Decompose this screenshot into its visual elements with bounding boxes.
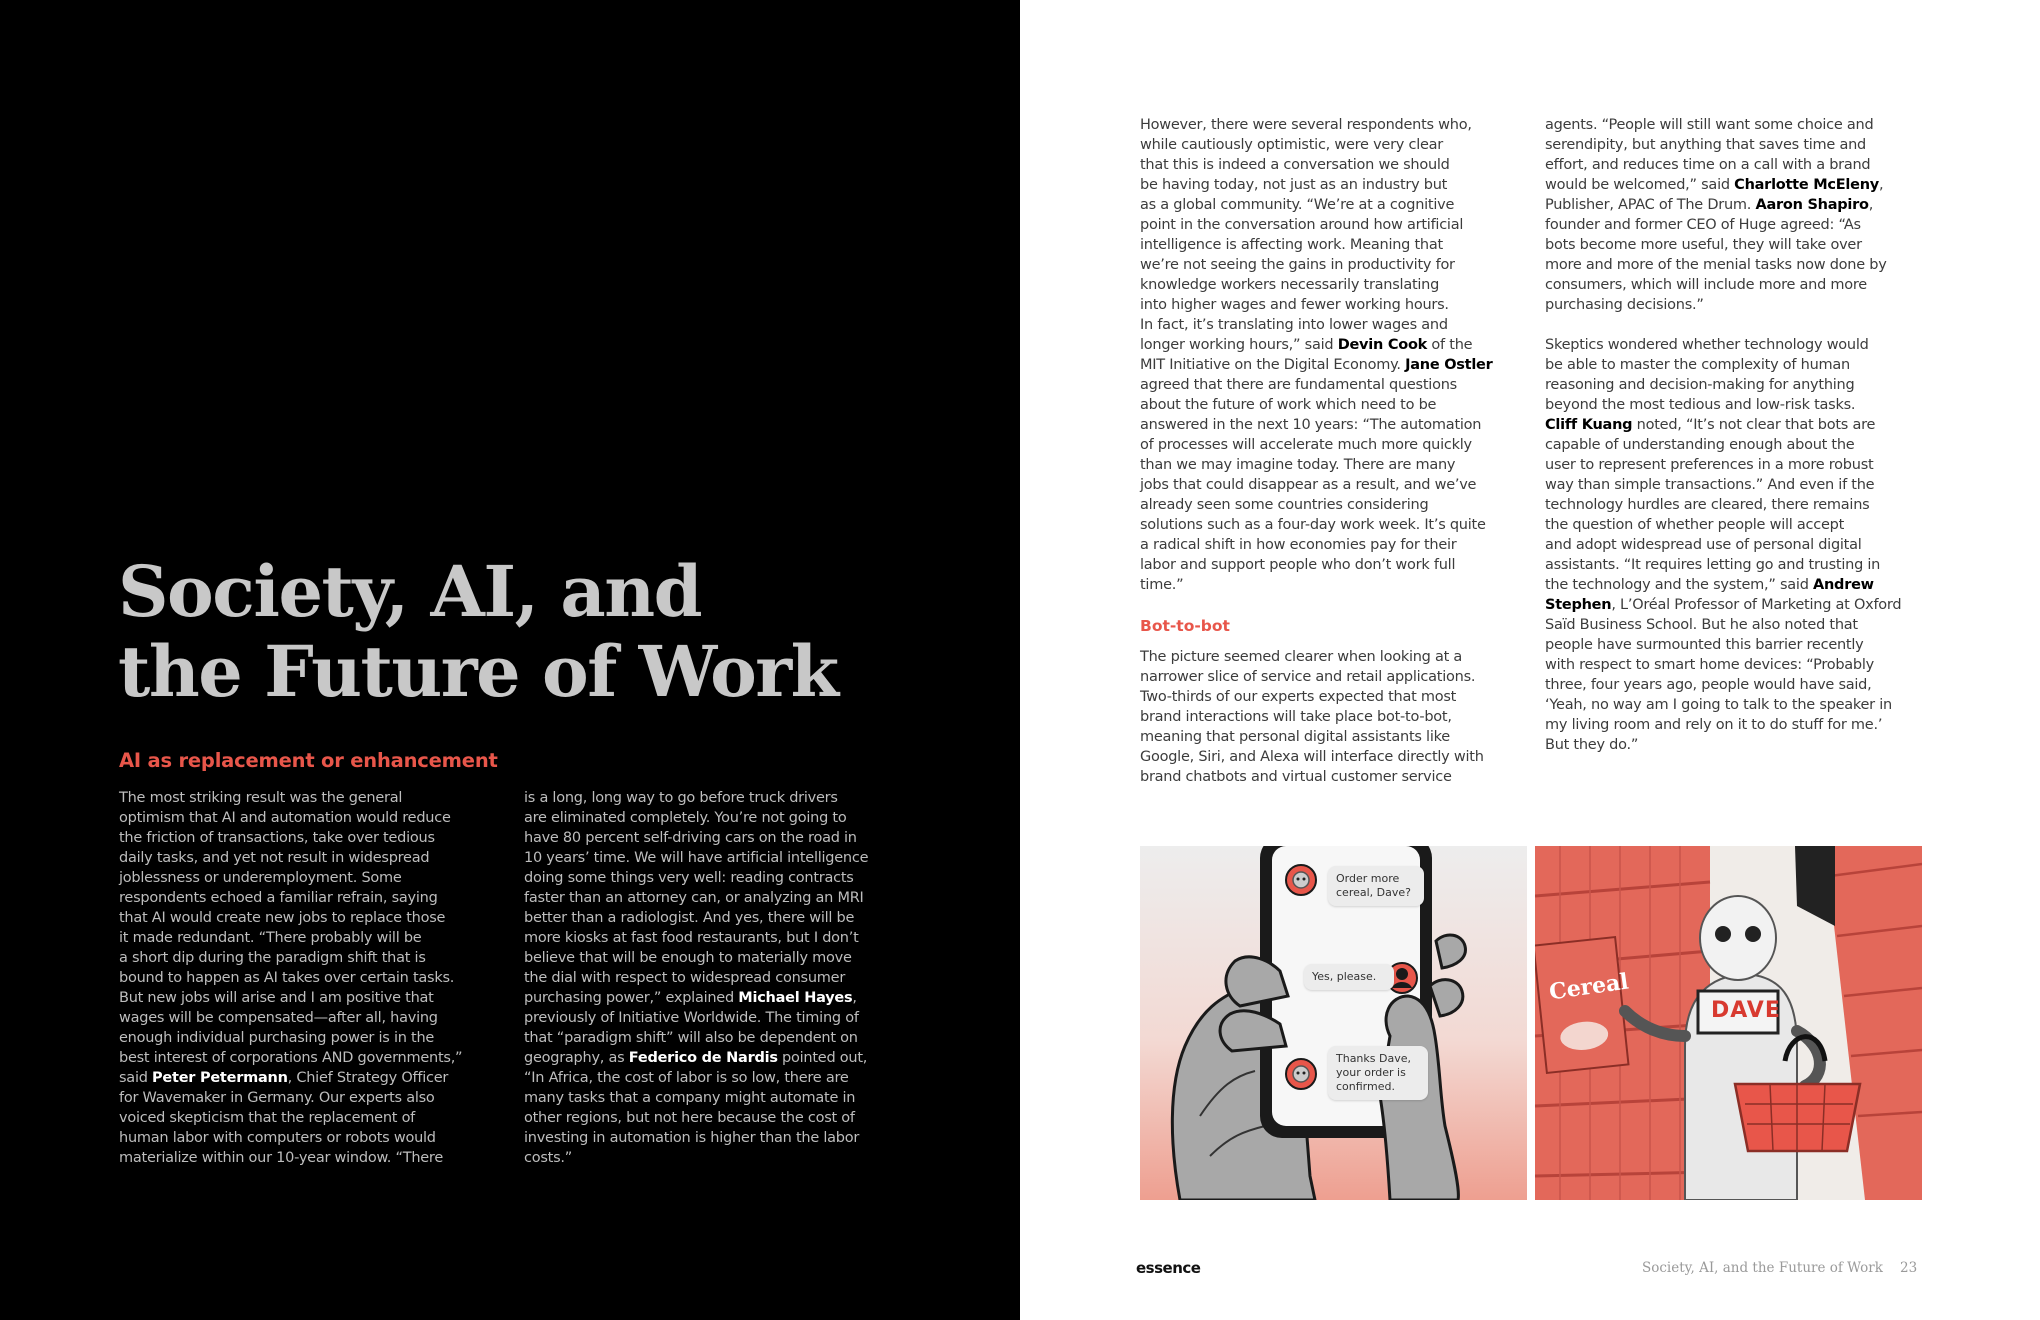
right-column-2 bbox=[1545, 115, 1925, 755]
text-run: optimism that AI and automation would reduce bbox=[119, 810, 451, 826]
person-name: Aaron Shapiro bbox=[1755, 197, 1869, 213]
text-line bbox=[1140, 727, 1520, 747]
text-run: joblessness or underemployment. Some bbox=[119, 870, 402, 886]
text-run: beyond the most tedious and low-risk tasks. bbox=[1545, 397, 1856, 413]
chat-bubble-bot-question: Order more cereal, Dave? bbox=[1328, 866, 1424, 906]
text-run: that “paradigm shift” will also be dependent on bbox=[524, 1030, 858, 1046]
text-line bbox=[524, 868, 904, 888]
page-number: 23 bbox=[1900, 1260, 1918, 1276]
text-run: assistants. “It requires letting go and trusting in bbox=[1545, 557, 1881, 573]
text-line bbox=[1545, 155, 1925, 175]
right-column-1-continued bbox=[1140, 647, 1520, 787]
cereal-box-label: Cereal bbox=[1547, 968, 1631, 1006]
text-line bbox=[119, 1088, 499, 1108]
text-run: doing some things very well: reading contracts bbox=[524, 870, 854, 886]
text-line bbox=[524, 948, 904, 968]
text-run: jobs that could disappear as a result, and we’ve bbox=[1140, 477, 1477, 493]
text-line bbox=[524, 908, 904, 928]
text-line bbox=[119, 868, 499, 888]
text-line bbox=[524, 1028, 904, 1048]
text-run: Saïd Business School. But he also noted that bbox=[1545, 617, 1858, 633]
text-run: better than a radiologist. And yes, there will be bbox=[524, 910, 855, 926]
text-run: noted, “It’s not clear that bots are bbox=[1632, 417, 1876, 433]
text-run: respondents echoed a familiar refrain, saying bbox=[119, 890, 438, 906]
text-line bbox=[524, 888, 904, 908]
text-run: more kiosks at fast food restaurants, but I don’t bbox=[524, 930, 859, 946]
text-run: geography, as bbox=[524, 1050, 629, 1066]
text-line bbox=[1140, 175, 1520, 195]
text-line bbox=[1140, 295, 1520, 315]
person-name: Peter Petermann bbox=[152, 1070, 288, 1086]
text-line bbox=[119, 968, 499, 988]
text-run: answered in the next 10 years: “The automation bbox=[1140, 417, 1482, 433]
text-run: consumers, which will include more and more bbox=[1545, 277, 1867, 293]
text-run: voiced skepticism that the replacement of bbox=[119, 1110, 416, 1126]
text-line bbox=[1140, 235, 1520, 255]
text-run: bots become more useful, they will take over bbox=[1545, 237, 1862, 253]
text-line bbox=[1140, 455, 1520, 475]
text-line bbox=[1545, 535, 1925, 555]
text-run: agents. “People will still want some choice and bbox=[1545, 117, 1874, 133]
text-run: The picture seemed clearer when looking at a bbox=[1140, 649, 1463, 665]
text-line bbox=[1140, 215, 1520, 235]
text-run: it made redundant. “There probably will be bbox=[119, 930, 422, 946]
text-run: human labor with computers or robots would bbox=[119, 1130, 436, 1146]
right-column-1 bbox=[1140, 115, 1520, 595]
text-line bbox=[524, 1068, 904, 1088]
text-run: However, there were several respondents who, bbox=[1140, 117, 1472, 133]
text-run: with respect to smart home devices: “Probably bbox=[1545, 657, 1874, 673]
person-name: Federico de Nardis bbox=[628, 1050, 778, 1066]
text-run: effort, and reduces time on a call with a brand bbox=[1545, 157, 1871, 173]
text-line bbox=[1545, 615, 1925, 635]
text-line bbox=[1545, 595, 1925, 615]
text-line bbox=[524, 1048, 904, 1068]
text-run: be having today, not just as an industry but bbox=[1140, 177, 1448, 193]
text-line bbox=[524, 788, 904, 808]
text-run: , bbox=[1868, 197, 1874, 213]
text-run: other regions, but not here because the cost of bbox=[524, 1110, 855, 1126]
text-line bbox=[524, 848, 904, 868]
chat-bubble-bot-confirmation: Thanks Dave, your order is confirmed. bbox=[1328, 1046, 1428, 1100]
text-run: already seen some countries considering bbox=[1140, 497, 1429, 513]
text-run: a short dip during the paradigm shift that is bbox=[119, 950, 426, 966]
text-line bbox=[1140, 707, 1520, 727]
text-run: Skeptics wondered whether technology would bbox=[1545, 337, 1869, 353]
text-run: that this is indeed a conversation we should bbox=[1140, 157, 1450, 173]
text-run: for Wavemaker in Germany. Our experts also bbox=[119, 1090, 435, 1106]
text-run: The most striking result was the general bbox=[119, 790, 403, 806]
text-run: have 80 percent self-driving cars on the road in bbox=[524, 830, 857, 846]
text-line bbox=[1140, 315, 1520, 335]
text-line bbox=[1140, 275, 1520, 295]
illustration-robot-shopping bbox=[1535, 846, 1922, 1200]
text-run: , L’Oréal Professor of Marketing at Oxford bbox=[1611, 597, 1902, 613]
text-line bbox=[1545, 495, 1925, 515]
text-line bbox=[119, 888, 499, 908]
text-run: materialize within our 10-year window. “There bbox=[119, 1150, 443, 1166]
text-run: meaning that personal digital assistants like bbox=[1140, 729, 1450, 745]
text-line bbox=[524, 828, 904, 848]
text-run: the dial with respect to widespread consumer bbox=[524, 970, 846, 986]
text-run: into higher wages and fewer working hours. bbox=[1140, 297, 1449, 313]
left-column-1 bbox=[119, 788, 499, 1168]
text-run: we’re not seeing the gains in productivity for bbox=[1140, 257, 1455, 273]
text-run: purchasing decisions.” bbox=[1545, 297, 1704, 313]
section-heading: AI as replacement or enhancement bbox=[119, 749, 498, 772]
text-line bbox=[119, 1028, 499, 1048]
text-line bbox=[119, 1128, 499, 1148]
text-line bbox=[1545, 335, 1925, 355]
text-line bbox=[524, 928, 904, 948]
text-run: In fact, it’s translating into lower wages and bbox=[1140, 317, 1448, 333]
text-run: than we may imagine today. There are many bbox=[1140, 457, 1456, 473]
text-run: is a long, long way to go before truck drivers bbox=[524, 790, 838, 806]
text-line bbox=[1545, 415, 1925, 435]
text-run: my living room and rely on it to do stuff for me.’ bbox=[1545, 717, 1883, 733]
person-name: Andrew bbox=[1813, 577, 1874, 593]
text-line bbox=[1140, 687, 1520, 707]
text-line bbox=[119, 1008, 499, 1028]
text-run: many tasks that a company might automate in bbox=[524, 1090, 856, 1106]
text-line bbox=[1545, 395, 1925, 415]
text-line bbox=[1545, 295, 1925, 315]
article-title bbox=[118, 552, 938, 712]
text-run: a radical shift in how economies pay for their bbox=[1140, 537, 1457, 553]
text-run: investing in automation is higher than the labor bbox=[524, 1130, 860, 1146]
text-line bbox=[1545, 135, 1925, 155]
text-run: labor and support people who don’t work full bbox=[1140, 557, 1456, 573]
text-line bbox=[1140, 495, 1520, 515]
text-run: narrower slice of service and retail applications. bbox=[1140, 669, 1476, 685]
text-line bbox=[1140, 195, 1520, 215]
text-run: longer working hours,” said bbox=[1140, 337, 1338, 353]
text-line bbox=[524, 988, 904, 1008]
text-run: costs.” bbox=[524, 1150, 573, 1166]
text-run: people have surmounted this barrier recently bbox=[1545, 637, 1864, 653]
text-line bbox=[1545, 575, 1925, 595]
text-run: But they do.” bbox=[1545, 737, 1639, 753]
text-run: faster than an attorney can, or analyzing an MRI bbox=[524, 890, 864, 906]
text-line bbox=[1140, 335, 1520, 355]
text-run: while cautiously optimistic, were very clear bbox=[1140, 137, 1444, 153]
text-line bbox=[1140, 115, 1520, 135]
text-line bbox=[1140, 515, 1520, 535]
person-name: Devin Cook bbox=[1337, 337, 1428, 353]
essence-logo: essence bbox=[1136, 1259, 1201, 1277]
text-run: , bbox=[1879, 177, 1884, 193]
text-line bbox=[1545, 275, 1925, 295]
text-run: bound to happen as AI takes over certain tasks. bbox=[119, 970, 455, 986]
text-run: brand chatbots and virtual customer service bbox=[1140, 769, 1452, 785]
text-line bbox=[524, 808, 904, 828]
text-line bbox=[1140, 355, 1520, 375]
text-line bbox=[1140, 255, 1520, 275]
text-run: be able to master the complexity of human bbox=[1545, 357, 1850, 373]
text-run: as a global community. “We’re at a cognitive bbox=[1140, 197, 1455, 213]
text-line bbox=[119, 948, 499, 968]
text-run: 10 years’ time. We will have artificial intelligence bbox=[524, 850, 869, 866]
text-run: serendipity, but anything that saves time and bbox=[1545, 137, 1866, 153]
text-line bbox=[119, 1108, 499, 1128]
text-line bbox=[119, 988, 499, 1008]
text-line bbox=[119, 1048, 499, 1068]
text-run: the question of whether people will accept bbox=[1545, 517, 1845, 533]
text-line bbox=[524, 968, 904, 988]
text-line bbox=[1545, 635, 1925, 655]
text-line bbox=[1545, 555, 1925, 575]
text-run: Two-thirds of our experts expected that most bbox=[1140, 689, 1457, 705]
text-line bbox=[1140, 575, 1520, 595]
text-run: agreed that there are fundamental questions bbox=[1140, 377, 1457, 393]
paragraph-break bbox=[1545, 315, 1925, 335]
text-line bbox=[1545, 735, 1925, 755]
text-run: But new jobs will arise and I am positive that bbox=[119, 990, 434, 1006]
text-run: time.” bbox=[1140, 577, 1184, 593]
text-line bbox=[1545, 475, 1925, 495]
person-name: Michael Hayes bbox=[738, 990, 853, 1006]
text-line bbox=[119, 848, 499, 868]
text-line bbox=[1140, 747, 1520, 767]
title-line-1: Society, AI, and bbox=[118, 550, 702, 633]
text-run: believe that will be enough to materially move bbox=[524, 950, 852, 966]
text-line bbox=[524, 1108, 904, 1128]
text-line bbox=[1545, 515, 1925, 535]
text-run: solutions such as a four-day work week. It’s quite bbox=[1140, 517, 1486, 533]
text-run: , Chief Strategy Officer bbox=[287, 1070, 449, 1086]
text-line bbox=[119, 808, 499, 828]
text-line bbox=[1140, 415, 1520, 435]
text-run: pointed out, bbox=[777, 1050, 868, 1066]
robot-name-screen: DAVE bbox=[1711, 998, 1781, 1023]
robot-aisle-artwork bbox=[1535, 846, 1922, 1200]
text-line bbox=[119, 908, 499, 928]
text-line bbox=[1545, 115, 1925, 135]
text-run: of processes will accelerate much more quickly bbox=[1140, 437, 1472, 453]
text-line bbox=[1545, 455, 1925, 475]
text-run: technology hurdles are cleared, there remains bbox=[1545, 497, 1870, 513]
text-run: and adopt widespread use of personal digital bbox=[1545, 537, 1862, 553]
text-line bbox=[1140, 155, 1520, 175]
text-run: said bbox=[119, 1070, 153, 1086]
footer-running-title: Society, AI, and the Future of Work bbox=[1642, 1260, 1883, 1276]
text-line bbox=[1140, 135, 1520, 155]
text-run: Google, Siri, and Alexa will interface directly with bbox=[1140, 749, 1484, 765]
text-line bbox=[1545, 235, 1925, 255]
person-name: Cliff Kuang bbox=[1545, 417, 1633, 433]
text-run: the technology and the system,” said bbox=[1545, 577, 1814, 593]
text-line bbox=[119, 788, 499, 808]
text-line bbox=[1140, 375, 1520, 395]
text-run: Publisher, APAC of The Drum. bbox=[1545, 197, 1756, 213]
text-line bbox=[1140, 395, 1520, 415]
text-run: knowledge workers necessarily translating bbox=[1140, 277, 1440, 293]
text-line bbox=[119, 1148, 499, 1168]
text-run: , bbox=[852, 990, 857, 1006]
text-run: MIT Initiative on the Digital Economy. bbox=[1140, 357, 1406, 373]
text-run: user to represent preferences in a more robust bbox=[1545, 457, 1874, 473]
text-run: purchasing power,” explained bbox=[524, 990, 739, 1006]
person-name: Jane Ostler bbox=[1405, 357, 1493, 373]
text-line bbox=[1545, 195, 1925, 215]
text-line bbox=[1545, 655, 1925, 675]
text-line bbox=[1545, 675, 1925, 695]
text-line bbox=[524, 1088, 904, 1108]
left-column-2 bbox=[524, 788, 904, 1168]
cereal-box-icon bbox=[1535, 937, 1628, 1073]
text-line bbox=[1140, 475, 1520, 495]
text-line bbox=[1545, 355, 1925, 375]
subheading-bot-to-bot: Bot-to-bot bbox=[1140, 617, 1230, 635]
text-run: three, four years ago, people would have said, bbox=[1545, 677, 1872, 693]
text-run: the friction of transactions, take over tedious bbox=[119, 830, 435, 846]
text-run: best interest of corporations AND governments,” bbox=[119, 1050, 463, 1066]
text-line bbox=[1140, 647, 1520, 667]
text-line bbox=[1140, 667, 1520, 687]
text-line bbox=[1140, 435, 1520, 455]
title-line-2: the Future of Work bbox=[118, 630, 838, 713]
text-run: wages will be compensated—after all, having bbox=[119, 1010, 438, 1026]
person-name: Stephen bbox=[1545, 597, 1612, 613]
text-line bbox=[524, 1008, 904, 1028]
text-run: enough individual purchasing power is in the bbox=[119, 1030, 435, 1046]
text-run: of the bbox=[1427, 337, 1473, 353]
text-line bbox=[1140, 535, 1520, 555]
text-run: that AI would create new jobs to replace those bbox=[119, 910, 446, 926]
text-run: capable of understanding enough about the bbox=[1545, 437, 1855, 453]
text-run: brand interactions will take place bot-to-bot, bbox=[1140, 709, 1452, 725]
person-name: Charlotte McEleny bbox=[1734, 177, 1880, 193]
text-line bbox=[1545, 215, 1925, 235]
text-run: way than simple transactions.” And even if the bbox=[1545, 477, 1875, 493]
text-line bbox=[1140, 767, 1520, 787]
text-line bbox=[1545, 175, 1925, 195]
text-run: reasoning and decision-making for anything bbox=[1545, 377, 1855, 393]
text-line bbox=[1545, 375, 1925, 395]
text-run: “In Africa, the cost of labor is so low, there are bbox=[524, 1070, 849, 1086]
text-run: founder and former CEO of Huge agreed: “As bbox=[1545, 217, 1861, 233]
text-run: more and more of the menial tasks now done by bbox=[1545, 257, 1887, 273]
chat-bubble-user-reply: Yes, please. bbox=[1304, 964, 1394, 990]
text-line bbox=[119, 1068, 499, 1088]
text-run: about the future of work which need to be bbox=[1140, 397, 1437, 413]
text-line bbox=[524, 1148, 904, 1168]
text-line bbox=[524, 1128, 904, 1148]
text-run: daily tasks, and yet not result in widespread bbox=[119, 850, 430, 866]
text-line bbox=[119, 928, 499, 948]
text-run: intelligence is affecting work. Meaning that bbox=[1140, 237, 1443, 253]
text-line bbox=[119, 828, 499, 848]
text-line bbox=[1545, 695, 1925, 715]
text-line bbox=[1545, 255, 1925, 275]
text-line bbox=[1140, 555, 1520, 575]
text-run: ‘Yeah, no way am I going to talk to the speaker in bbox=[1545, 697, 1892, 713]
text-run: previously of Initiative Worldwide. The timing of bbox=[524, 1010, 859, 1026]
text-run: are eliminated completely. You’re not going to bbox=[524, 810, 847, 826]
illustration-phone-chat bbox=[1140, 846, 1527, 1200]
text-line bbox=[1545, 715, 1925, 735]
text-run: would be welcomed,” said bbox=[1545, 177, 1735, 193]
text-line bbox=[1545, 435, 1925, 455]
text-run: point in the conversation around how artificial bbox=[1140, 217, 1464, 233]
